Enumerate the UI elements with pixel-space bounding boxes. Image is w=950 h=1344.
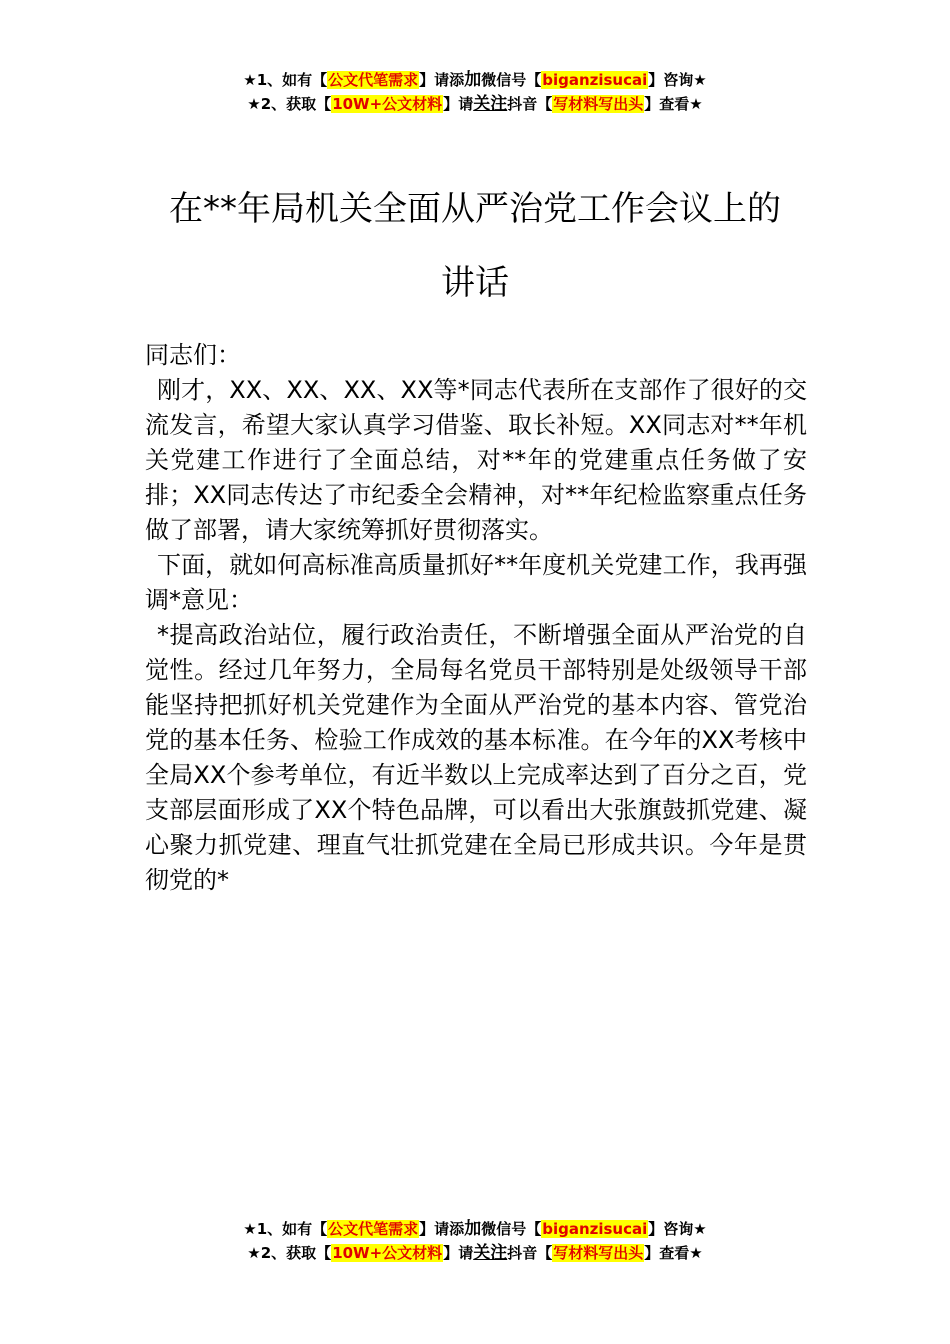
banner-text: 】查看★	[644, 1244, 703, 1262]
title-line-1: 在**年局机关全面从严治党工作会议上的	[169, 189, 781, 229]
banner-text: ★1、如有【	[243, 1220, 328, 1238]
banner-text: 】查看★	[644, 95, 703, 113]
banner-text: 抖音【	[507, 1244, 553, 1262]
banner-emphasis: 加	[464, 1219, 482, 1239]
paragraph: 刚才，XX、XX、XX、XX等*同志代表所在支部作了很好的交流发言，希望大家认真学习借鉴、取长补短。XX同志对**年机关党建工作进行了全面总结，对**年的党建重点任务做了安排；XX同志传达了市纪委全会精神，对**年纪检监察重点任务做了部署，请大家统筹抓好贯彻落实。	[145, 376, 807, 544]
header-banner	[0, 68, 950, 116]
banner-highlight: 10W+公文材料	[332, 95, 443, 113]
banner-highlight: 写材料写出头	[553, 95, 644, 113]
banner-text: 微信号【	[481, 1220, 542, 1238]
banner-emphasis: 加	[464, 70, 482, 90]
banner-line-2	[0, 1241, 950, 1265]
banner-emphasis: 关注	[473, 94, 508, 114]
banner-text: 抖音【	[507, 95, 553, 113]
banner-line-1	[0, 1217, 950, 1241]
paragraph: 下面，就如何高标准高质量抓好**年度机关党建工作，我再强调*意见：	[145, 551, 807, 614]
document-body	[145, 338, 807, 898]
footer-banner	[0, 1217, 950, 1265]
banner-text: ★1、如有【	[243, 71, 328, 89]
banner-text: ★2、获取【	[247, 1244, 332, 1262]
salutation: 同志们：	[145, 341, 241, 369]
banner-highlight: 公文代笔需求	[328, 71, 419, 89]
banner-text: 微信号【	[481, 71, 542, 89]
banner-line-2	[0, 92, 950, 116]
banner-text: 】咨询★	[648, 1220, 707, 1238]
banner-wechat-id: biganzisucai	[542, 1220, 648, 1238]
banner-text: 】咨询★	[648, 71, 707, 89]
document-title	[140, 172, 810, 320]
banner-highlight: 写材料写出头	[553, 1244, 644, 1262]
banner-text: 】请	[443, 1244, 474, 1262]
banner-text: 】请添	[419, 71, 465, 89]
banner-text: 】请添	[419, 1220, 465, 1238]
banner-wechat-id: biganzisucai	[542, 71, 648, 89]
paragraph: *提高政治站位，履行政治责任，不断增强全面从严治党的自觉性。经过几年努力，全局每名党员干部特别是处级领导干部能坚持把抓好机关党建作为全面从严治党的基本内容、管党治党的基本任务、检验工作成效的基本标准。在今年的XX考核中全局XX个参考单位，有近半数以上完成率达到了百分之百，党支部层面形成了XX个特色品牌，可以看出大张旗鼓抓党建、凝心聚力抓党建、理直气壮抓党建在全局已形成共识。今年是贯彻党的*	[145, 621, 807, 894]
banner-text: 】请	[443, 95, 474, 113]
banner-text: ★2、获取【	[247, 95, 332, 113]
banner-line-1	[0, 68, 950, 92]
banner-highlight: 10W+公文材料	[332, 1244, 443, 1262]
banner-emphasis: 关注	[473, 1243, 508, 1263]
banner-highlight: 公文代笔需求	[328, 1220, 419, 1238]
title-line-2: 讲话	[441, 263, 509, 303]
